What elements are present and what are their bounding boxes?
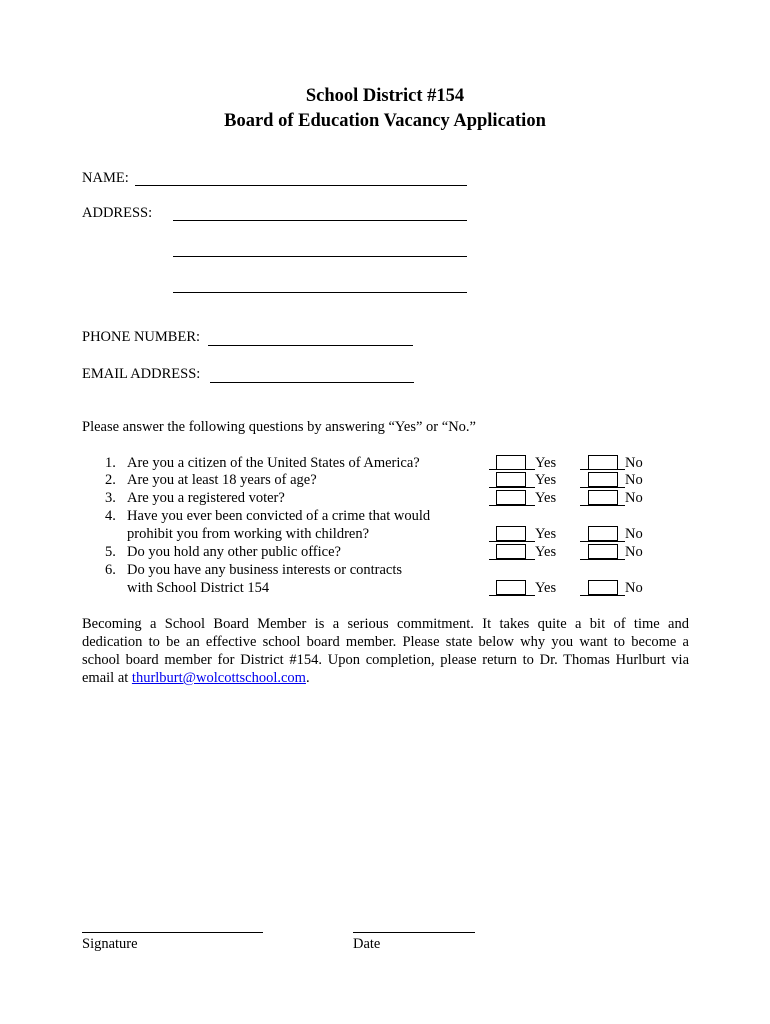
question-2-text: Are you at least 18 years of age? bbox=[127, 472, 317, 488]
q4-yes-checkbox[interactable] bbox=[496, 526, 526, 541]
instructions-text: Please answer the following questions by answering “Yes” or “No.” bbox=[82, 419, 476, 435]
question-6-text-line-1: Do you have any business interests or contracts bbox=[127, 562, 403, 578]
address-field-line-2[interactable] bbox=[173, 256, 467, 257]
form-title: School District #154 bbox=[305, 86, 465, 106]
yes-leader bbox=[489, 541, 535, 542]
address-field-line-3[interactable] bbox=[173, 292, 467, 293]
question-2-number: 2. bbox=[105, 472, 116, 488]
q1-yes-label: Yes bbox=[535, 455, 557, 471]
q6-yes-checkbox[interactable] bbox=[496, 580, 526, 595]
question-1-number: 1. bbox=[105, 455, 116, 471]
phone-field[interactable] bbox=[208, 345, 413, 346]
email-field[interactable] bbox=[210, 382, 414, 383]
signature-field[interactable] bbox=[82, 932, 263, 933]
question-4-text-line-2: prohibit you from working with children? bbox=[127, 526, 370, 542]
yes-leader bbox=[489, 505, 535, 506]
commitment-paragraph bbox=[82, 615, 689, 687]
paragraph-email-prefix: email at bbox=[82, 670, 132, 686]
q1-no-label: No bbox=[625, 455, 643, 471]
q4-no-label: No bbox=[625, 526, 643, 542]
form-subtitle: Board of Education Vacancy Application bbox=[224, 111, 546, 131]
no-leader bbox=[580, 505, 625, 506]
no-leader bbox=[580, 559, 625, 560]
phone-label: PHONE NUMBER: bbox=[82, 329, 201, 345]
question-6-number: 6. bbox=[105, 562, 116, 578]
question-5-number: 5. bbox=[105, 544, 116, 560]
q2-yes-label: Yes bbox=[535, 472, 557, 488]
q1-no-checkbox[interactable] bbox=[588, 455, 618, 470]
q3-no-checkbox[interactable] bbox=[588, 490, 618, 505]
q2-no-label: No bbox=[625, 472, 643, 488]
q6-yes-label: Yes bbox=[535, 580, 557, 596]
yes-leader bbox=[489, 559, 535, 560]
question-4-number: 4. bbox=[105, 508, 116, 524]
q6-no-label: No bbox=[625, 580, 643, 596]
question-6-text-line-2: with School District 154 bbox=[127, 580, 270, 596]
address-label: ADDRESS: bbox=[82, 205, 153, 221]
q3-no-label: No bbox=[625, 490, 643, 506]
q3-yes-checkbox[interactable] bbox=[496, 490, 526, 505]
date-field[interactable] bbox=[353, 932, 475, 933]
no-leader bbox=[580, 595, 625, 596]
question-1-text: Are you a citizen of the United States of America? bbox=[127, 455, 420, 471]
email-label: EMAIL ADDRESS: bbox=[82, 366, 201, 382]
no-leader bbox=[580, 541, 625, 542]
q2-no-checkbox[interactable] bbox=[588, 472, 618, 487]
q5-no-checkbox[interactable] bbox=[588, 544, 618, 559]
q5-yes-label: Yes bbox=[535, 544, 557, 560]
no-leader bbox=[580, 487, 625, 488]
question-3-text: Are you a registered voter? bbox=[127, 490, 285, 506]
yes-leader bbox=[489, 487, 535, 488]
q1-yes-checkbox[interactable] bbox=[496, 455, 526, 470]
paragraph-line-2: dedication to be an effective school board member. Please state below why you want to become a bbox=[82, 634, 689, 650]
paragraph-email-suffix: . bbox=[305, 670, 310, 686]
paragraph-line-4 bbox=[82, 669, 689, 687]
q4-yes-label: Yes bbox=[535, 526, 557, 542]
email-link[interactable]: thurlburt@wolcottschool.com bbox=[131, 670, 306, 686]
q2-yes-checkbox[interactable] bbox=[496, 472, 526, 487]
yes-leader bbox=[489, 595, 535, 596]
signature-label: Signature bbox=[82, 936, 138, 952]
question-4-text-line-1: Have you ever been convicted of a crime that would bbox=[127, 508, 431, 524]
q4-no-checkbox[interactable] bbox=[588, 526, 618, 541]
q5-yes-checkbox[interactable] bbox=[496, 544, 526, 559]
name-label: NAME: bbox=[82, 170, 129, 186]
paragraph-line-3: school board member for District #154. Upon completion, please return to Dr. Thomas Hurlburt via bbox=[82, 652, 689, 668]
question-3-number: 3. bbox=[105, 490, 116, 506]
address-field-line-1[interactable] bbox=[173, 220, 467, 221]
name-field[interactable] bbox=[135, 185, 467, 186]
paragraph-line-1: Becoming a School Board Member is a serious commitment. It takes quite a bit of time and bbox=[82, 616, 689, 632]
q6-no-checkbox[interactable] bbox=[588, 580, 618, 595]
q3-yes-label: Yes bbox=[535, 490, 557, 506]
question-5-text: Do you hold any other public office? bbox=[127, 544, 341, 560]
date-label: Date bbox=[353, 936, 381, 952]
q5-no-label: No bbox=[625, 544, 643, 560]
